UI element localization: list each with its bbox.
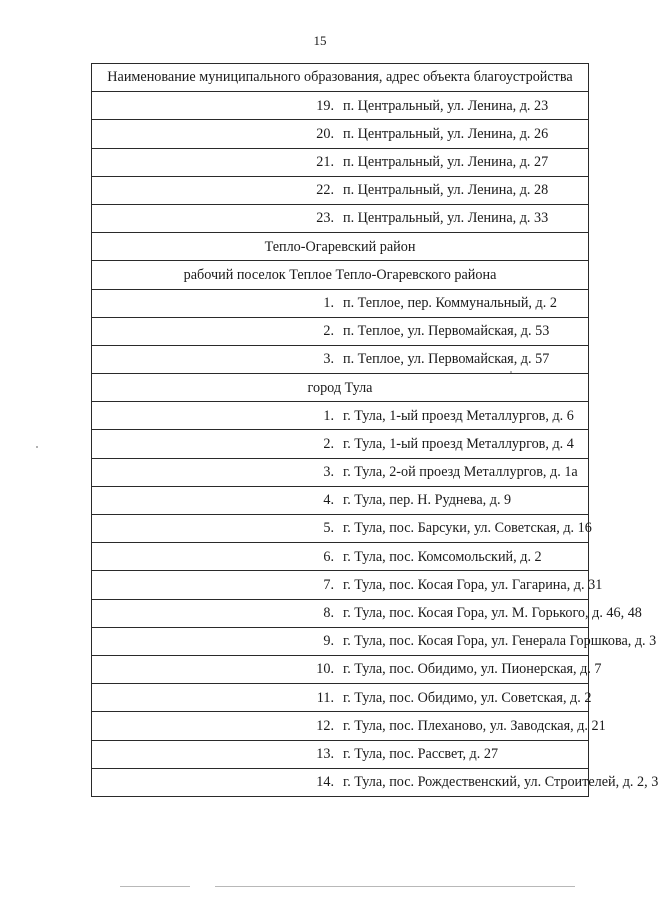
address-table xyxy=(91,63,658,797)
row-address: г. Тула, пер. Н. Руднева, д. 9 xyxy=(340,486,589,514)
table-row xyxy=(92,627,589,655)
table-row xyxy=(92,684,589,712)
row-number: 9. xyxy=(92,627,341,655)
table-row xyxy=(92,768,589,796)
row-address: п. Центральный, ул. Ленина, д. 28 xyxy=(340,176,589,204)
row-address: г. Тула, пос. Рождественский, ул. Строителей, д. 2, 3 xyxy=(340,768,589,796)
row-number: 2. xyxy=(92,430,341,458)
table-row xyxy=(92,655,589,683)
row-number: 19. xyxy=(92,92,341,120)
table-row xyxy=(92,120,589,148)
row-address: п. Теплое, пер. Коммунальный, д. 2 xyxy=(340,289,589,317)
scan-artifact-line xyxy=(120,886,190,887)
table-row xyxy=(92,571,589,599)
row-address: г. Тула, 1-ый проезд Металлургов, д. 6 xyxy=(340,402,589,430)
row-number: 22. xyxy=(92,176,341,204)
row-number: 2. xyxy=(92,317,341,345)
table-row xyxy=(92,345,589,373)
table-header-row xyxy=(92,64,589,92)
table-header: Наименование муниципального образования, адрес объекта благоустройства xyxy=(92,64,589,92)
row-address: г. Тула, пос. Рассвет, д. 27 xyxy=(340,740,589,768)
row-number: 14. xyxy=(92,768,341,796)
row-address: п. Центральный, ул. Ленина, д. 33 xyxy=(340,204,589,232)
section-heading-row xyxy=(92,261,589,289)
row-number: 6. xyxy=(92,543,341,571)
table-row xyxy=(92,317,589,345)
row-number: 4. xyxy=(92,486,341,514)
row-number: 12. xyxy=(92,712,341,740)
scan-artifact-speck xyxy=(36,446,38,448)
table-row xyxy=(92,515,589,543)
table-row xyxy=(92,458,589,486)
row-address: г. Тула, пос. Барсуки, ул. Советская, д. 16 xyxy=(340,515,589,543)
table-row xyxy=(92,176,589,204)
row-address: г. Тула, пос. Косая Гора, ул. Гагарина, д. 31 xyxy=(340,571,589,599)
row-address: п. Центральный, ул. Ленина, д. 26 xyxy=(340,120,589,148)
row-address: п. Центральный, ул. Ленина, д. 23 xyxy=(340,92,589,120)
row-address: г. Тула, пос. Косая Гора, ул. Генерала Горшкова, д. 3 xyxy=(340,627,589,655)
row-address: г. Тула, пос. Косая Гора, ул. М. Горького, д. 46, 48 xyxy=(340,599,589,627)
row-number: 11. xyxy=(92,684,341,712)
page-number: 15 xyxy=(313,33,327,48)
row-number: 7. xyxy=(92,571,341,599)
row-address: г. Тула, пос. Плеханово, ул. Заводская, д. 21 xyxy=(340,712,589,740)
row-number: 23. xyxy=(92,204,341,232)
section-heading: Тепло-Огаревский район xyxy=(92,233,589,261)
table-row xyxy=(92,740,589,768)
row-number: 21. xyxy=(92,148,341,176)
section-heading: рабочий поселок Теплое Тепло-Огаревского района xyxy=(92,261,589,289)
row-number: 1. xyxy=(92,289,341,317)
table-row xyxy=(92,402,589,430)
table-row xyxy=(92,543,589,571)
row-address: г. Тула, 1-ый проезд Металлургов, д. 4 xyxy=(340,430,589,458)
row-address: г. Тула, пос. Комсомольский, д. 2 xyxy=(340,543,589,571)
row-number: 8. xyxy=(92,599,341,627)
section-heading: город Тула xyxy=(92,374,589,402)
row-number: 13. xyxy=(92,740,341,768)
row-number: 10. xyxy=(92,655,341,683)
scan-artifact-line xyxy=(215,886,575,887)
row-address: г. Тула, 2-ой проезд Металлургов, д. 1а xyxy=(340,458,589,486)
row-number: 20. xyxy=(92,120,341,148)
scan-artifact-speck xyxy=(510,371,512,373)
table-row xyxy=(92,148,589,176)
row-address: г. Тула, пос. Обидимо, ул. Советская, д. 2 xyxy=(340,684,589,712)
row-number: 1. xyxy=(92,402,341,430)
row-number: 3. xyxy=(92,345,341,373)
table-row xyxy=(92,599,589,627)
row-address: п. Теплое, ул. Первомайская, д. 57 xyxy=(340,345,589,373)
row-address: п. Теплое, ул. Первомайская, д. 53 xyxy=(340,317,589,345)
row-address: г. Тула, пос. Обидимо, ул. Пионерская, д. 7 xyxy=(340,655,589,683)
table-row xyxy=(92,486,589,514)
table-row xyxy=(92,204,589,232)
section-heading-row xyxy=(92,374,589,402)
row-number: 5. xyxy=(92,515,341,543)
table-row xyxy=(92,92,589,120)
section-heading-row xyxy=(92,233,589,261)
row-address: п. Центральный, ул. Ленина, д. 27 xyxy=(340,148,589,176)
table-row xyxy=(92,289,589,317)
table-row xyxy=(92,712,589,740)
row-number: 3. xyxy=(92,458,341,486)
table-body xyxy=(92,64,658,797)
table-row xyxy=(92,430,589,458)
